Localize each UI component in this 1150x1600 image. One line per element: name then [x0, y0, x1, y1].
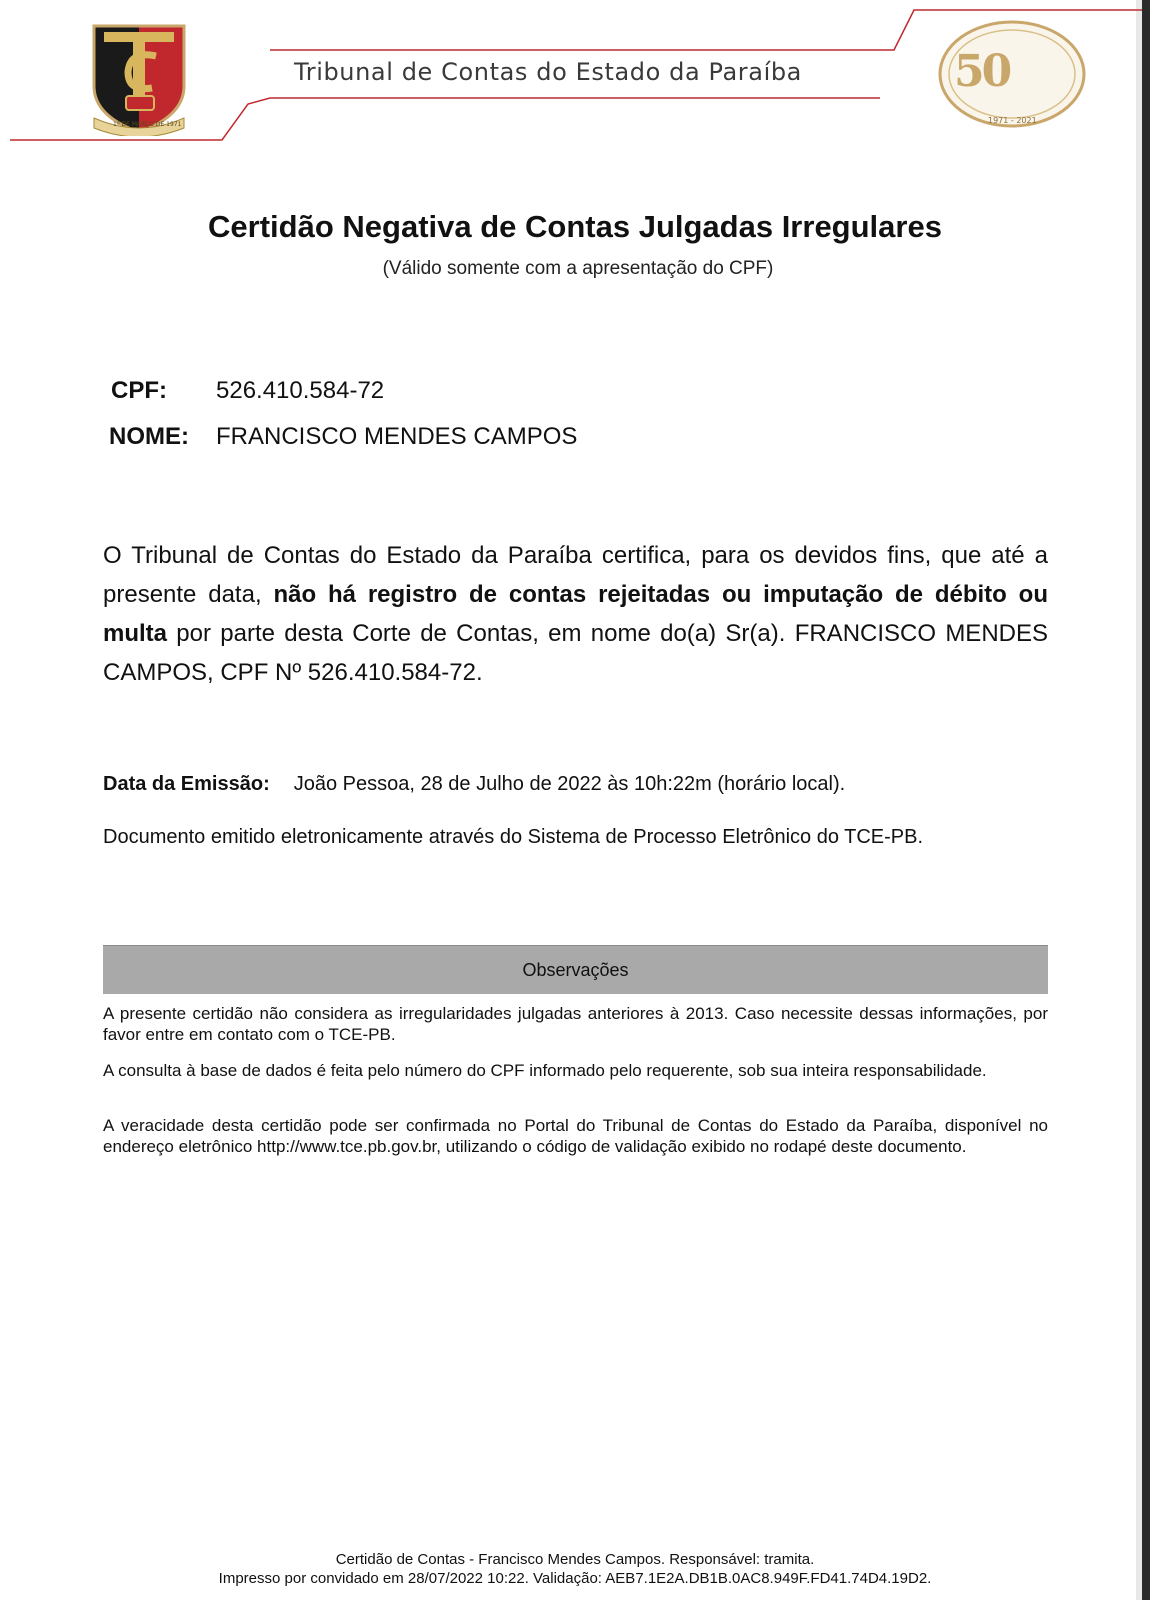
emission-value: João Pessoa, 28 de Julho de 2022 às 10h:22m (horário local). — [293, 773, 846, 795]
document-subtitle: (Válido somente com a apresentação do CPF) — [382, 258, 774, 279]
observation-note: A consulta à base de dados é feita pelo número do CPF informado pelo requerente, sob sua inteira responsabilidade. — [103, 1061, 987, 1080]
observations-title: Observações — [522, 960, 629, 980]
certification-paragraph — [103, 536, 1048, 692]
observation-note: A veracidade desta certidão pode ser confirmada no Portal do Tribunal de Contas do Estado da Paraíba, disponível no endereço eletrônico http://www.tce.pb.gov.br, utilizando o código de validação exibido no rodapé deste documento. — [103, 1116, 1048, 1156]
seal-banner-text: 1º DE MARÇO DE 1971 — [113, 121, 182, 128]
certification-text-after: por parte desta Corte de Contas, em nome do(a) Sr(a). FRANCISCO MENDES CAMPOS, CPF Nº 526.410.584-72. — [103, 620, 1048, 686]
issued-electronically-line: Documento emitido eletronicamente através do Sistema de Processo Eletrônico do TCE-PB. — [103, 826, 924, 848]
observation-note: A presente certidão não considera as irregularidades julgadas anteriores à 2013. Caso necessite dessas informações, por favor entre em contato com o TCE-PB. — [103, 1004, 1048, 1044]
name-value: FRANCISCO MENDES CAMPOS — [216, 423, 578, 450]
emission-line — [103, 773, 845, 796]
document-title: Certidão Negativa de Contas Julgadas Irregulares — [208, 209, 942, 244]
anniversary-years: 1971 - 2021 — [988, 116, 1037, 125]
tce-seal-logo — [86, 16, 192, 136]
observations-header-bar — [103, 945, 1048, 994]
footer-line-1: Certidão de Contas - Francisco Mendes Campos. Responsável: tramita. — [335, 1551, 815, 1568]
name-label: NOME: — [109, 423, 189, 450]
emission-label: Data da Emissão: — [103, 773, 270, 795]
institution-title: Tribunal de Contas do Estado da Paraíba — [294, 58, 802, 86]
footer-line-2: Impresso por convidado em 28/07/2022 10:22. Validação: AEB7.1E2A.DB1B.0AC8.949F.FD41.74D4.19D2. — [218, 1570, 932, 1587]
certification-text-bold: não há registro de contas rejeitadas ou imputação de débito ou multa — [103, 581, 1048, 647]
certification-text-before: O Tribunal de Contas do Estado da Paraíba certifica, para os devidos fins, que até a presente data, — [103, 542, 1048, 608]
cpf-value: 526.410.584-72 — [216, 377, 385, 404]
anniversary-number: 50 — [954, 46, 1010, 97]
cpf-label: CPF: — [111, 377, 167, 404]
